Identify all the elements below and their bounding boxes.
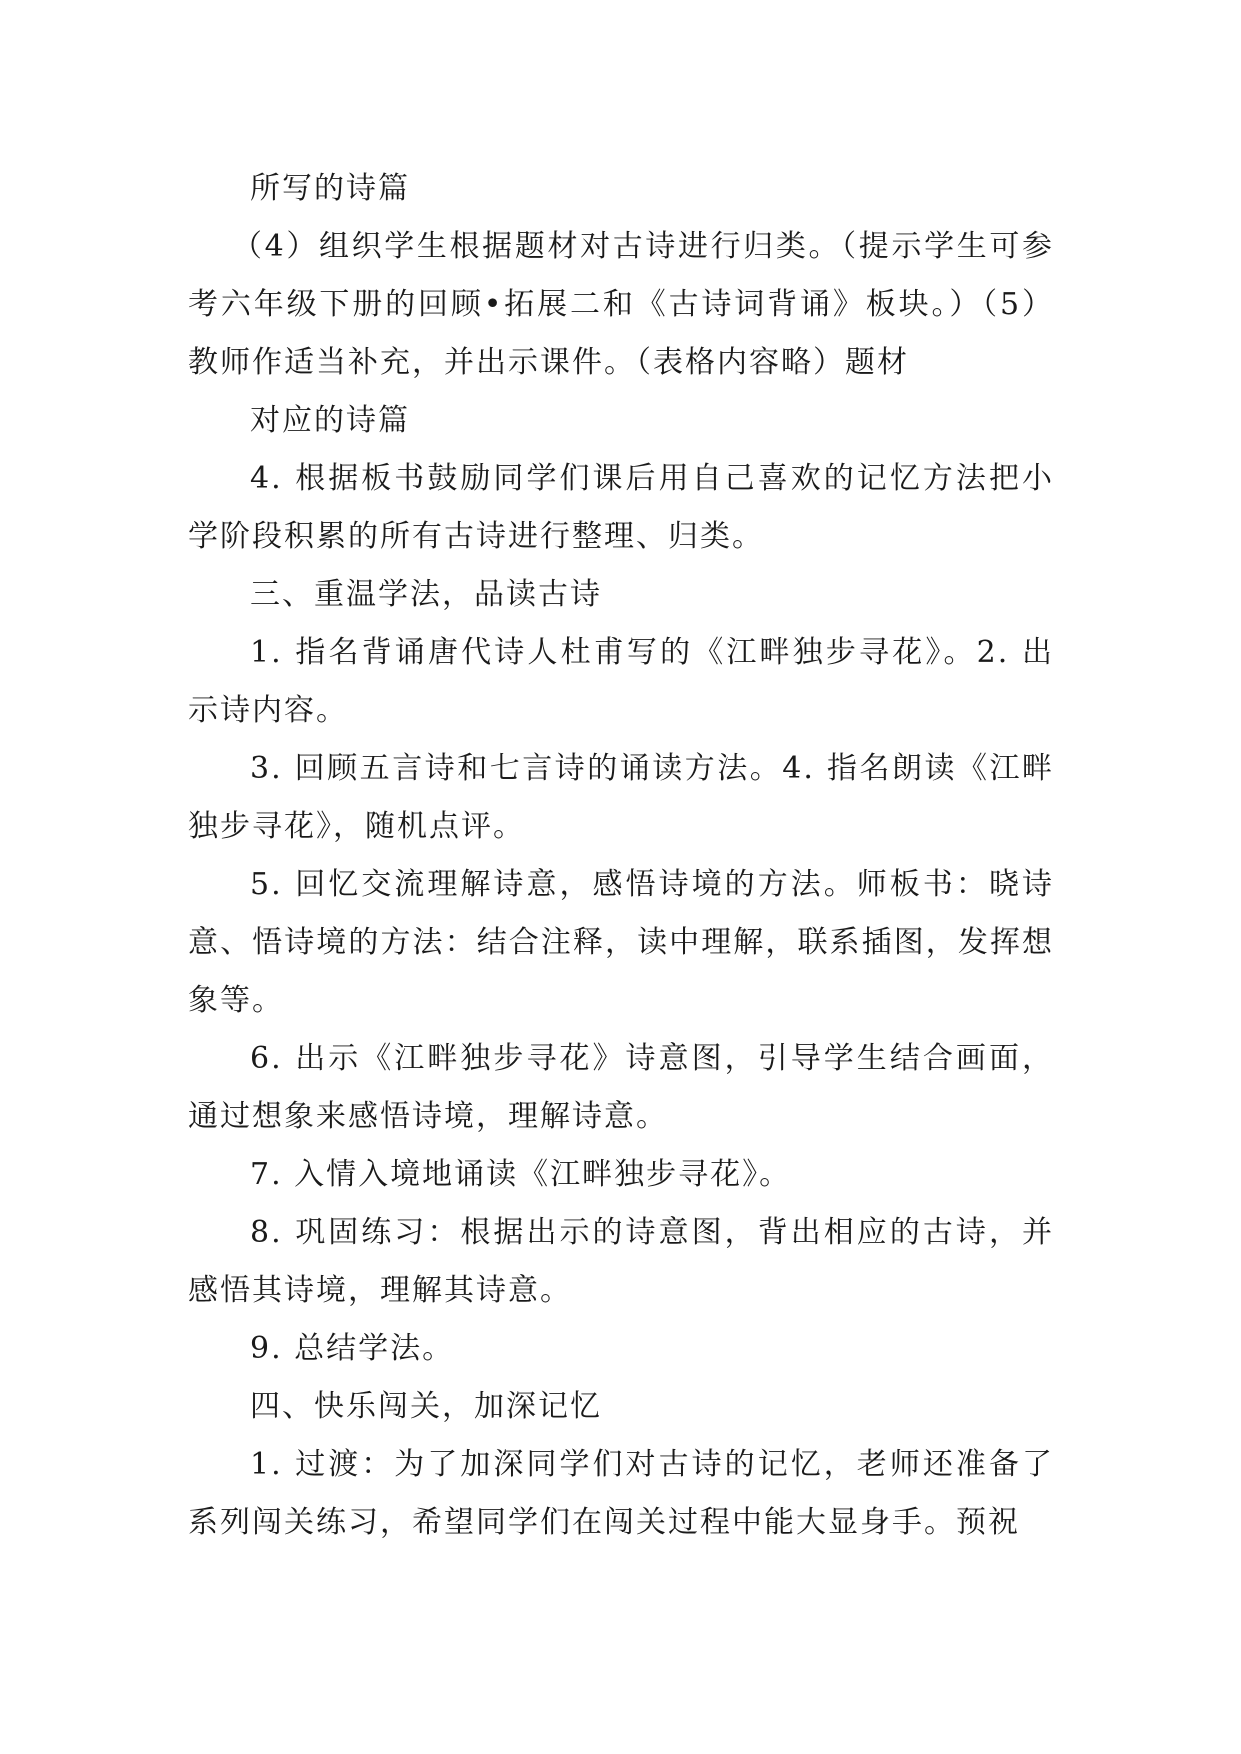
paragraph: （4）组织学生根据题材对古诗进行归类。（提示学生可参考六年级下册的回顾•拓展二和《古诗词背诵》板块。）（5）教师作适当补充，并出示课件。（表格内容略）题材 [188, 229, 1054, 380]
paragraph: 1. 指名背诵唐代诗人杜甫写的《江畔独步寻花》。2. 出示诗内容。 [188, 635, 1054, 728]
paragraph: 8. 巩固练习：根据出示的诗意图，背出相应的古诗，并感悟其诗境，理解其诗意。 [188, 1215, 1054, 1308]
paragraph: 1. 过渡：为了加深同学们对古诗的记忆，老师还准备了系列闯关练习，希望同学们在闯关过程中能大显身手。预祝 [188, 1447, 1054, 1540]
paragraph: 3. 回顾五言诗和七言诗的诵读方法。4. 指名朗读《江畔独步寻花》，随机点评。 [188, 751, 1054, 844]
paragraph: 4. 根据板书鼓励同学们课后用自己喜欢的记忆方法把小学阶段积累的所有古诗进行整理、归类。 [188, 461, 1054, 554]
document-body [188, 160, 1054, 1552]
paragraph: 7. 入情入境地诵读《江畔独步寻花》。 [250, 1157, 792, 1192]
paragraph: 对应的诗篇 [250, 403, 410, 438]
paragraph: 5. 回忆交流理解诗意，感悟诗境的方法。师板书：晓诗意、悟诗境的方法：结合注释，读中理解，联系插图，发挥想象等。 [188, 867, 1054, 1018]
section-heading: 三、重温学法，品读古诗 [250, 577, 602, 612]
paragraph: 所写的诗篇 [250, 171, 410, 206]
paragraph: 9. 总结学法。 [250, 1331, 455, 1366]
section-heading: 四、快乐闯关，加深记忆 [250, 1389, 602, 1424]
paragraph: 6. 出示《江畔独步寻花》诗意图，引导学生结合画面，通过想象来感悟诗境，理解诗意。 [188, 1041, 1054, 1134]
